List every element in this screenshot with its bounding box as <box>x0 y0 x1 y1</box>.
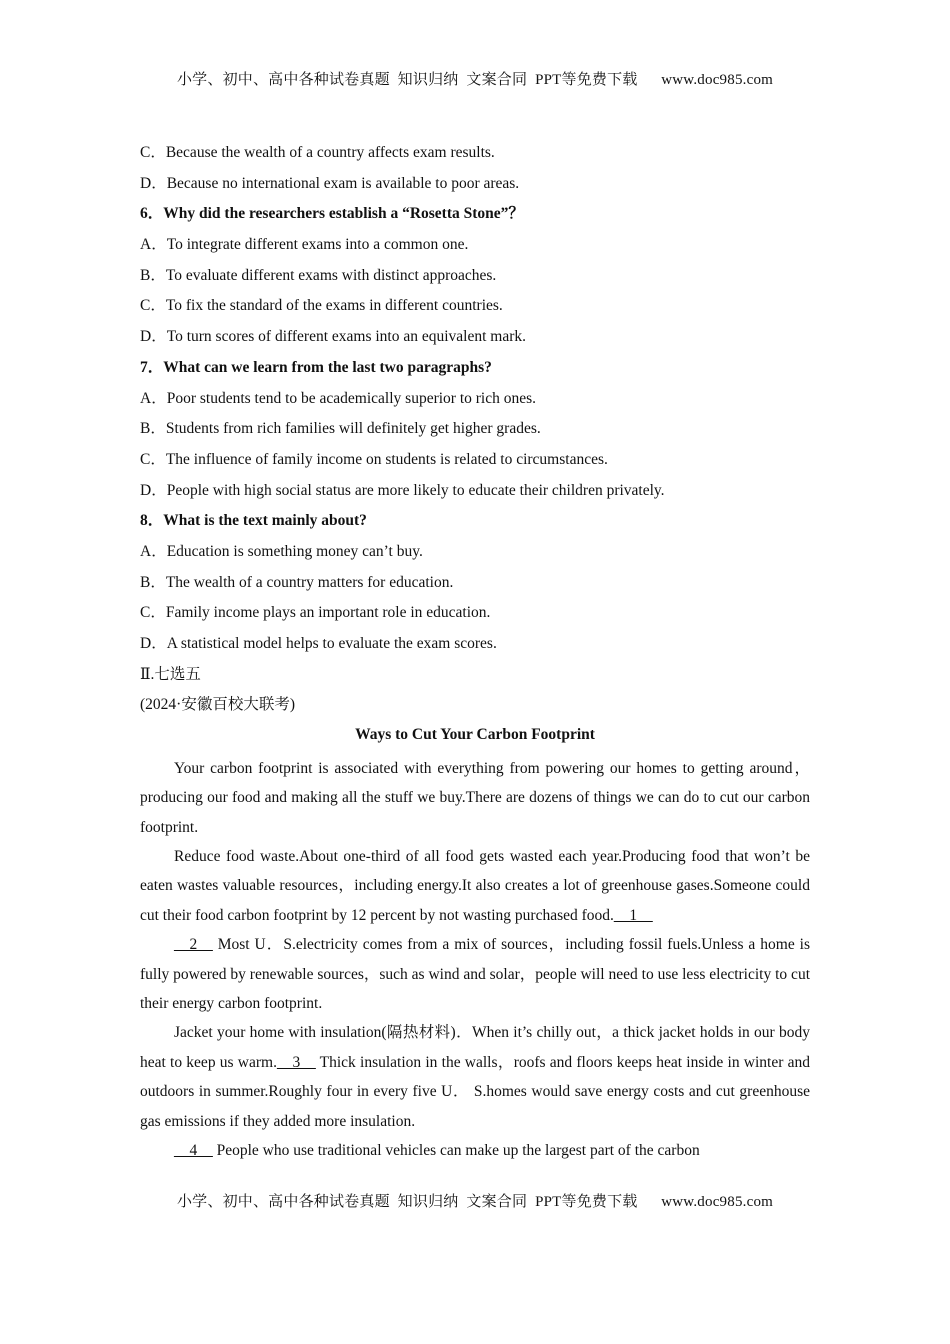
q8-option-c: C．Family income plays an important role in education. <box>140 604 491 622</box>
q7-option-d: D．People with high social status are more likely to educate their children privately. <box>140 481 665 499</box>
section-source: (2024·安徽百校大联考) <box>140 695 295 713</box>
blank-2: __2__ <box>174 936 213 954</box>
blank-1: __1__ <box>613 906 653 924</box>
q5-option-d: D．Because no international exam is available to poor areas. <box>140 174 520 192</box>
paragraph-text: Most U．S.electricity comes from a mix of sources，including fossil fuels.Unless a home is fully powered by renewable sources，such as wind and solar，people will need to use less electricity to cut their energy carbon footprint. <box>140 936 810 1012</box>
q8-question: 8．What is the text mainly about? <box>140 512 367 530</box>
paragraph-text: Jacket your home with insulation(隔热材料)．When it’s chilly out，a thick jacket holds in our body heat to keep us warm. <box>140 1024 810 1071</box>
q7-option-b: B．Students from rich families will definitely get higher grades. <box>140 420 541 438</box>
paragraph-text: Thick insulation in the walls，roofs and floors keeps heat inside in winter and outdoors in summer.Roughly four in every five U． S.homes would save energy costs and cut greenhouse gas emissions if they added more insulation. <box>140 1053 810 1130</box>
q7-option-a: A．Poor students tend to be academically superior to rich ones. <box>140 389 537 407</box>
blank-4: __4__ <box>174 1141 213 1159</box>
passage-paragraph-5 <box>140 1136 810 1165</box>
q6-option-c: C．To fix the standard of the exams in different countries. <box>140 297 503 315</box>
passage-paragraph-4 <box>140 1018 810 1136</box>
paragraph-text: People who use traditional vehicles can make up the largest part of the carbon <box>212 1141 700 1159</box>
q7-question: 7．What can we learn from the last two paragraphs? <box>140 358 492 376</box>
q8-option-a: A．Education is something money can’t buy. <box>140 542 423 560</box>
q5-option-c: C．Because the wealth of a country affects exam results. <box>140 144 495 161</box>
page-header: 小学、初中、高中各种试卷真题 知识归纳 文案合同 PPT等免费下载 www.doc985.com <box>176 72 774 88</box>
paragraph-text: Reduce food waste.About one-third of all food gets wasted each year.Producing food that won’t be eaten wastes valuable resources，including energy.It also creates a lot of greenhouse gases.Someone could cut their food carbon footprint by 12 percent by not wasting purchased food. <box>140 847 810 924</box>
paragraph-text: Your carbon footprint is associated with everything from powering our homes to getting around，producing our food and making all the stuff we buy.There are dozens of things we can do to cut our carbon footprint. <box>140 759 810 836</box>
passage-paragraph-2 <box>140 842 810 930</box>
passage-paragraph-1 <box>140 754 810 842</box>
q6-option-d: D．To turn scores of different exams into an equivalent mark. <box>140 328 527 346</box>
page-footer: 小学、初中、高中各种试卷真题 知识归纳 文案合同 PPT等免费下载 www.doc985.com <box>176 1194 774 1210</box>
q8-option-b: B．The wealth of a country matters for education. <box>140 573 454 591</box>
document-body <box>140 142 810 1165</box>
q6-option-a: A．To integrate different exams into a common one. <box>140 236 469 254</box>
passage-paragraph-3 <box>140 930 810 1018</box>
q8-option-d: D．A statistical model helps to evaluate the exam scores. <box>140 635 497 652</box>
blank-3: __3__ <box>276 1053 316 1071</box>
passage-title: Ways to Cut Your Carbon Footprint <box>355 725 595 743</box>
q6-option-b: B．To evaluate different exams with distinct approaches. <box>140 266 497 284</box>
q7-option-c: C．The influence of family income on students is related to circumstances. <box>140 450 608 468</box>
section-heading: Ⅱ.七选五 <box>140 665 201 683</box>
q6-question: 6．Why did the researchers establish a “Rosetta Stone”？ <box>140 205 524 223</box>
